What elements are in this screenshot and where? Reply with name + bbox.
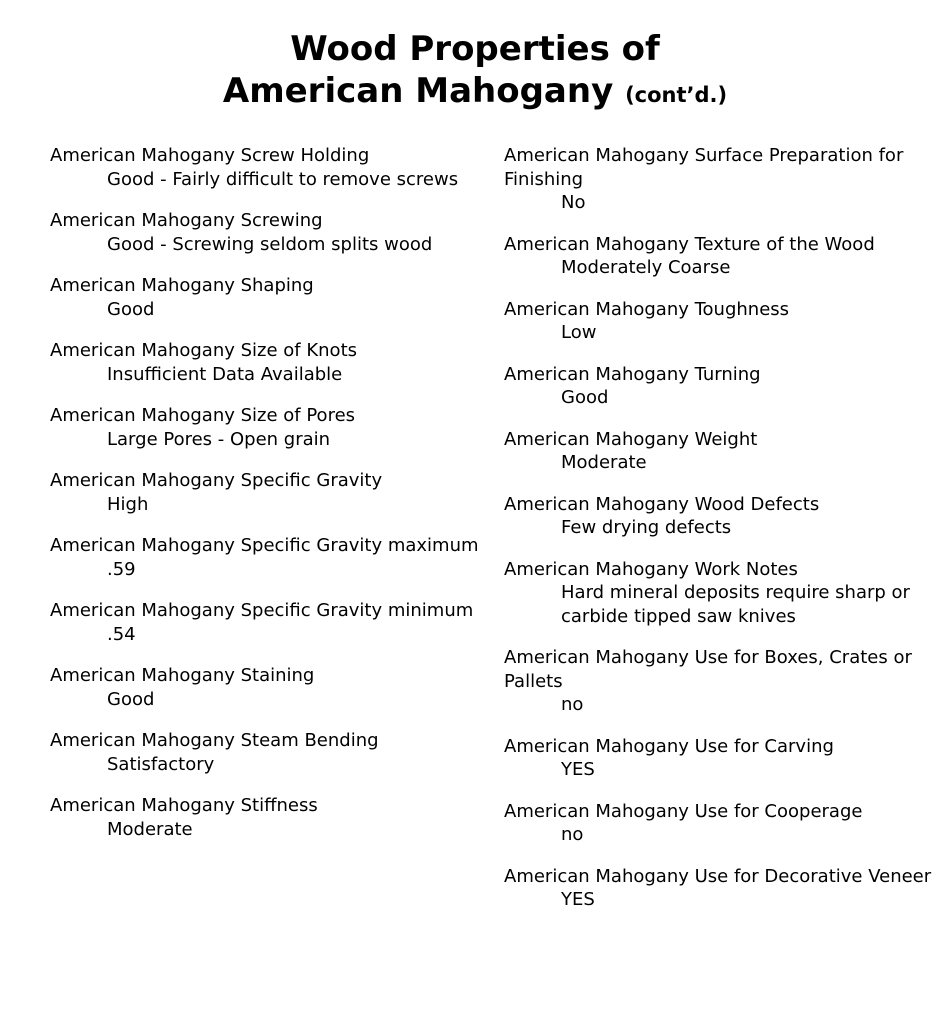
property-label: American Mahogany Size of Knots (50, 340, 358, 361)
property-entry (50, 404, 490, 451)
property-value: YES (561, 889, 595, 910)
property-entry (504, 558, 944, 629)
property-value: .59 (107, 558, 136, 580)
property-entry (504, 233, 944, 280)
property-entry (504, 800, 944, 847)
title-line-1: Wood Properties of (290, 29, 660, 69)
property-label: American Mahogany Work Notes (504, 558, 798, 580)
property-value: Good (107, 688, 155, 710)
page-title (0, 28, 950, 116)
property-entry (504, 493, 944, 540)
property-label: American Mahogany Steam Bending (50, 730, 379, 751)
property-label: American Mahogany Wood Defects (504, 493, 820, 515)
property-value: Good - Fairly difficult to remove screws (107, 168, 459, 190)
property-label: American Mahogany Stiffness (50, 795, 318, 816)
property-label: American Mahogany Use for Decorative Veneer (504, 865, 932, 887)
property-value: No (561, 192, 586, 213)
property-value: Hard mineral deposits require sharp or carbide tipped saw knives (561, 582, 910, 627)
property-label: American Mahogany Toughness (504, 298, 790, 320)
property-entry (50, 274, 490, 321)
property-value: Good (107, 298, 155, 320)
property-entry (504, 298, 944, 345)
property-entry (504, 144, 944, 215)
property-label: American Mahogany Use for Cooperage (504, 800, 863, 822)
title-suffix: (cont’d.) (625, 83, 728, 107)
property-label: American Mahogany Use for Boxes, Crates or Pallets (504, 647, 912, 692)
title-main: American Mahogany (222, 71, 614, 111)
property-label: American Mahogany Shaping (50, 275, 314, 296)
property-entry (50, 534, 490, 581)
property-label: American Mahogany Specific Gravity maximum (50, 535, 479, 556)
property-entry (50, 599, 490, 646)
property-value: Satisfactory (107, 753, 215, 775)
property-value: Good (561, 387, 609, 408)
property-label: American Mahogany Size of Pores (50, 405, 356, 426)
property-value: Moderately Coarse (561, 257, 731, 278)
property-value: Moderate (561, 452, 647, 473)
title-line-2 (0, 70, 950, 116)
property-value: no (561, 694, 584, 715)
property-value: no (561, 824, 584, 845)
property-value: Insufficient Data Available (107, 363, 343, 385)
property-value: Large Pores - Open grain (107, 428, 331, 450)
property-label: American Mahogany Screwing (50, 210, 323, 231)
property-value: Few drying defects (561, 517, 732, 538)
left-column (50, 144, 490, 859)
property-entry (50, 209, 490, 256)
property-value: Good - Screwing seldom splits wood (107, 233, 433, 255)
property-entry (504, 865, 944, 912)
property-label: American Mahogany Screw Holding (50, 145, 370, 166)
property-label: American Mahogany Specific Gravity (50, 470, 383, 491)
property-value: YES (561, 759, 595, 780)
property-label: American Mahogany Texture of the Wood (504, 233, 875, 255)
property-entry (504, 363, 944, 410)
property-entry (50, 469, 490, 516)
property-entry (504, 735, 944, 782)
property-value: .54 (107, 623, 136, 645)
property-entry (50, 794, 490, 841)
property-value: High (107, 493, 149, 515)
property-entry (50, 729, 490, 776)
property-label: American Mahogany Weight (504, 428, 758, 450)
property-entry (50, 339, 490, 386)
right-column (504, 144, 944, 930)
property-label: American Mahogany Specific Gravity minimum (50, 600, 474, 621)
property-entry (504, 646, 944, 717)
property-value: Moderate (107, 818, 193, 840)
property-entry (50, 664, 490, 711)
property-label: American Mahogany Use for Carving (504, 735, 834, 757)
property-entry (50, 144, 490, 191)
property-label: American Mahogany Turning (504, 363, 761, 385)
property-value: Low (561, 322, 597, 343)
property-label: American Mahogany Surface Preparation for Finishing (504, 145, 904, 190)
property-entry (504, 428, 944, 475)
property-label: American Mahogany Staining (50, 665, 315, 686)
